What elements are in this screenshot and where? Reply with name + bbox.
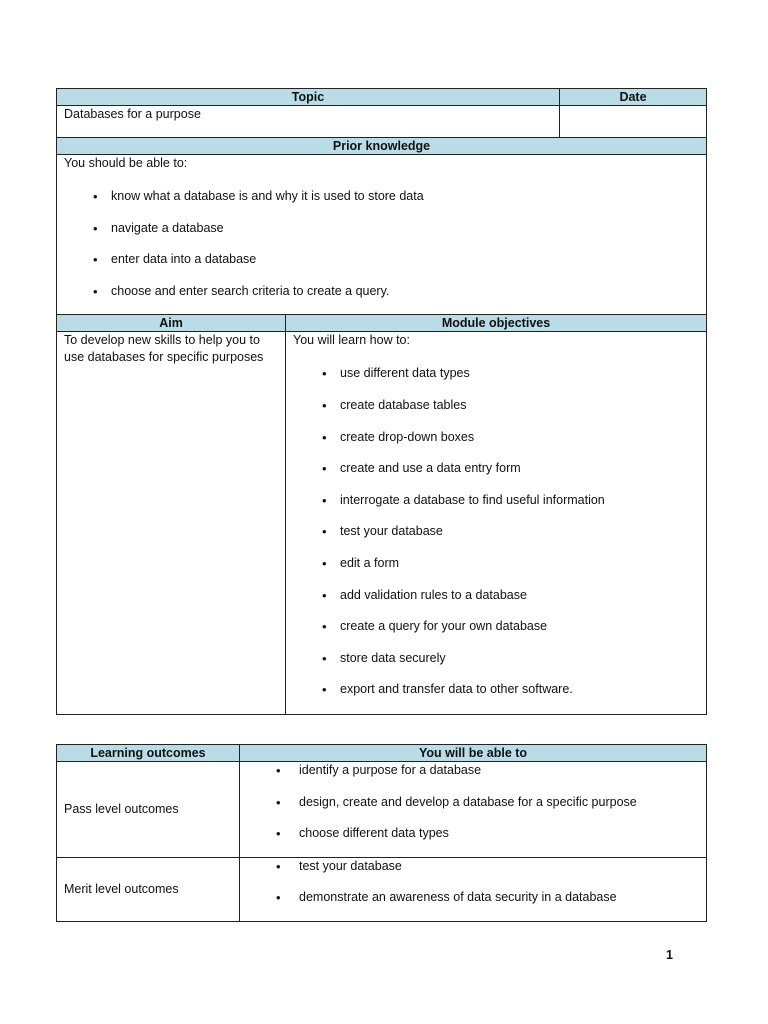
objectives-cell: [286, 332, 707, 715]
page-number: 1: [666, 948, 673, 962]
merit-outcomes-list: [247, 858, 699, 921]
prior-knowledge-intro: You should be able to:: [64, 156, 188, 170]
aim-header: Aim: [57, 315, 286, 332]
able-header: You will be able to: [240, 745, 707, 762]
list-item: • edit a form: [293, 555, 699, 587]
list-item: • demonstrate an awareness of data security in a database: [247, 889, 699, 921]
list-item: • know what a database is and why it is used to store data: [64, 188, 699, 220]
list-item: • design, create and develop a database for a specific purpose: [247, 794, 699, 826]
list-item: • add validation rules to a database: [293, 587, 699, 619]
objectives-intro: You will learn how to:: [293, 333, 410, 348]
merit-label: Merit level outcomes: [57, 857, 240, 921]
aim-text: To develop new skills to help you to use databases for specific purposes: [57, 332, 286, 715]
topic-value: Databases for a purpose: [57, 106, 560, 138]
list-item: • test your database: [293, 523, 699, 555]
pass-outcomes-list: [247, 762, 699, 857]
list-item: • create database tables: [293, 397, 699, 429]
list-item: • store data securely: [293, 650, 699, 682]
list-item: • create a query for your own database: [293, 618, 699, 650]
date-value: [560, 106, 707, 138]
list-item: • enter data into a database: [64, 251, 699, 283]
list-item: • create drop-down boxes: [293, 429, 699, 461]
learning-outcomes-header: Learning outcomes: [57, 745, 240, 762]
learning-outcomes-table: [56, 744, 707, 922]
list-item: • interrogate a database to find useful information: [293, 492, 699, 524]
prior-knowledge-cell: [57, 155, 707, 315]
list-item: • export and transfer data to other software.: [293, 681, 699, 713]
prior-knowledge-header: Prior knowledge: [57, 138, 707, 155]
list-item: • identify a purpose for a database: [247, 762, 699, 794]
topic-table: [56, 88, 707, 715]
list-item: • navigate a database: [64, 220, 699, 252]
objectives-list: [293, 349, 699, 713]
list-item: • test your database: [247, 858, 699, 890]
prior-knowledge-list: [64, 172, 699, 314]
date-header: Date: [560, 89, 707, 106]
topic-header: Topic: [57, 89, 560, 106]
pass-outcomes-cell: [240, 762, 707, 858]
list-item: • create and use a data entry form: [293, 460, 699, 492]
list-item: • choose different data types: [247, 825, 699, 857]
objectives-header: Module objectives: [286, 315, 707, 332]
merit-outcomes-cell: [240, 857, 707, 921]
list-item: • choose and enter search criteria to create a query.: [64, 283, 699, 315]
list-item: • use different data types: [293, 365, 699, 397]
pass-label: Pass level outcomes: [57, 762, 240, 858]
